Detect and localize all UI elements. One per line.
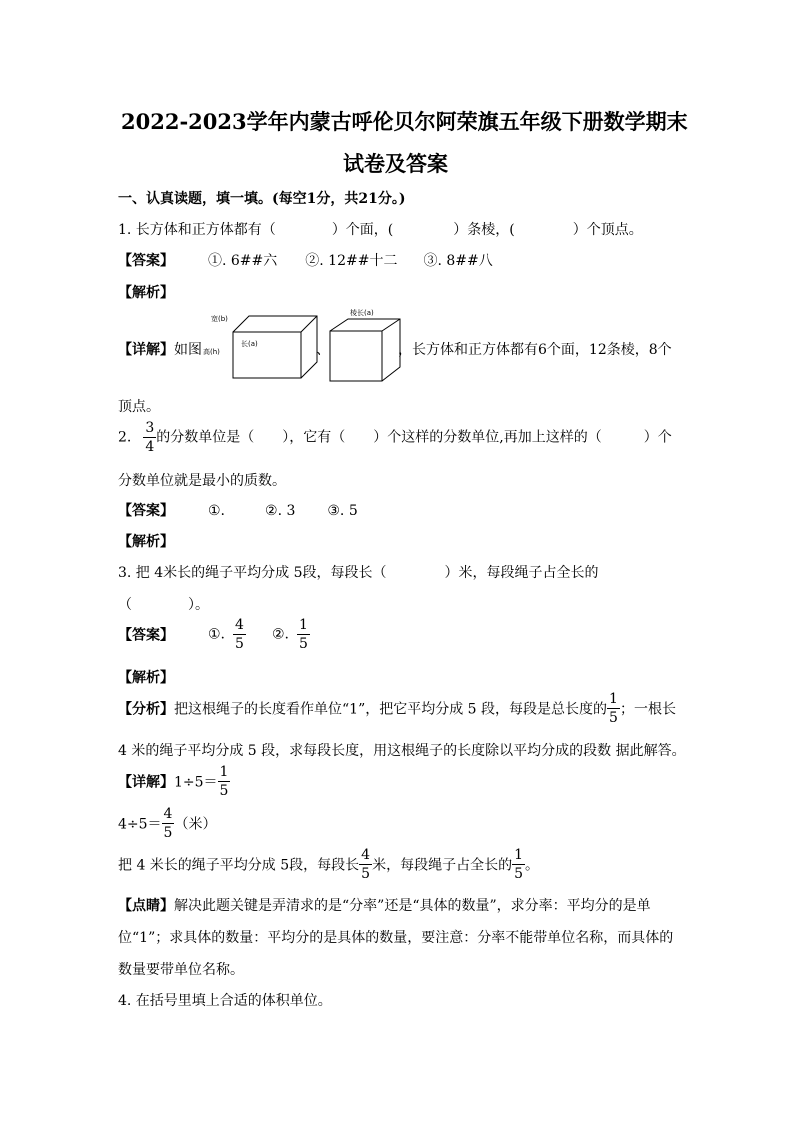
- q3-text-line2: （ ）。: [118, 597, 209, 613]
- q3-fenxi-line2: 4 米的绳子平均分成 5 段，求每段长度，用这根绳子的长度除以平均分成的段数 据此解答。: [118, 743, 686, 759]
- question-4: 4. 在括号里填上合适的体积单位。: [118, 993, 332, 1009]
- q2-text-line2: 分数单位就是最小的质数。: [118, 473, 286, 489]
- q3-dianjing-line3: 数量要带单位名称。: [118, 962, 244, 978]
- cuboid-length-label: 长(a): [241, 340, 258, 348]
- cube-edge-label: 棱长(a): [350, 309, 374, 317]
- q3-dianjing-line1: 【点睛】解决此题关键是弄清求的是“分率”还是“具体的数量”，求分率：平均分的是单: [118, 898, 651, 914]
- cuboid-height-label: 高(h): [203, 348, 220, 356]
- q3-analysis-label: 【解析】: [118, 670, 174, 686]
- question-3: 3. 把 4米长的绳子平均分成 5段，每段长（ ）米，每段绳子占全长的: [118, 565, 599, 581]
- question-2: 2. $\frac{3}{4}$ 的分数单位是（ ），它有（ ）个这样的分数单位,再加上这样的（ ）个: [118, 420, 672, 455]
- q3-detail-eq1: 【详解】1÷5＝ $\frac{1}{5}$: [118, 764, 229, 799]
- q3-fenxi-line1: 【分析】把这根绳子的长度看作单位“1”，把它平均分成 5 段，每段是总长度的 $\frac{1}{5}$ ；一根长: [118, 691, 676, 726]
- page-title-line2: 试卷及答案: [343, 151, 448, 176]
- page-title-line1: 2022-2023学年内蒙古呼伦贝尔阿荣旗五年级下册数学期末: [121, 109, 688, 134]
- q1-detail-label: 【详解】如图: [118, 342, 202, 358]
- q1-detail-cont: 顶点。: [118, 399, 160, 415]
- q3-detail-eq2: 4÷5＝ $\frac{4}{5}$ （米）: [118, 806, 217, 841]
- cuboid-figure: [203, 308, 321, 380]
- q3-answer: 【答案】 ①. $\frac{4}{5}$ ②. $\frac{1}{5}$: [118, 617, 308, 652]
- q1-analysis-label: 【解析】: [118, 285, 174, 301]
- q1-answer: 【答案】 ①. 6##六 ②. 12##十二 ③. 8##八: [118, 253, 493, 269]
- figure-separator: 、: [316, 342, 330, 358]
- question-1: 1. 长方体和正方体都有（ ）个面，( ）条棱，( ）个顶点。: [118, 222, 643, 238]
- cuboid-width-label: 宽(b): [211, 315, 228, 323]
- section-heading: 一、认真读题，填一填。(每空1分，共21分。): [118, 191, 406, 207]
- q1-detail-text: ，长方体和正方体都有6个面，12条棱，8个: [398, 342, 672, 358]
- q3-dianjing-line2: 位“1”；求具体的数量：平均分的是具体的数量，要注意：分率不能带单位名称，而具体的: [118, 930, 674, 946]
- cube-figure: [328, 305, 403, 383]
- q2-analysis-label: 【解析】: [118, 534, 174, 550]
- q2-answer: 【答案】 ①. ②. 3 ③. 5: [118, 503, 358, 519]
- q3-detail-line3: 把 4 米长的绳子平均分成 5段，每段长 $\frac{4}{5}$ 米，每段绳子占全长的 $\frac{1}{5}$ 。: [118, 847, 540, 882]
